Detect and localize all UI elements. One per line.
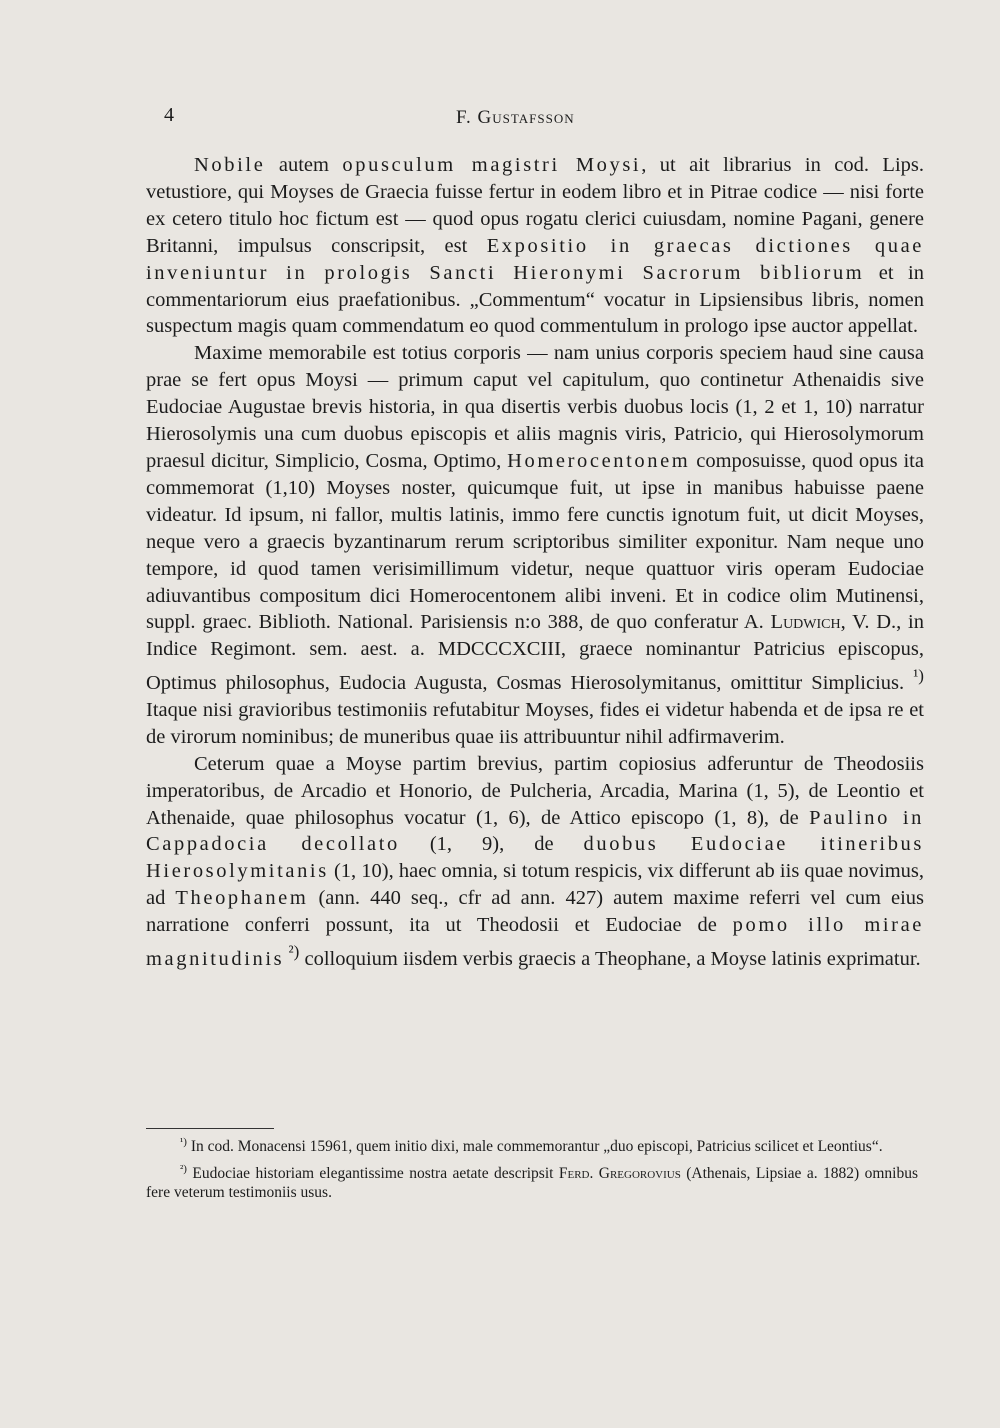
p1-span-6: et in commentariorum eius praefationibus. „Commentum“ vocatur in Lipsiensibus libris, nomen suspectum magis quam commendatum eo quod commentulum in prologo ipse auctor appellat. <box>146 261 924 338</box>
footnote-divider <box>146 1128 274 1129</box>
p2-span-1: Maxime memorabile est totius corporis — nam unius corporis speciem haud sine causa prae se fert opus Moysi — primum caput vel capitulum, quo continetur Athenaidis sive Eudociae Augustae brevis historia, in qua disertis verbis duobus locis (1, 2 et 1, 10) narratur Hierosolymis una cum duobus episcopis et aliis magnis viris, Patricio, qui Hierosolymorum praesul dicitur, Simplicio, Cosma, Optimo, <box>146 342 924 472</box>
p2-span-4: Ludwich <box>770 611 841 634</box>
paragraph-3 <box>146 751 924 973</box>
p2-span-3: composuisse, quod opus ita commemorat (1,10) Moyses noster, quicumque fuit, ut ipse in manibus habuisse paene videatur. Id ipsum, ni fallor, multis latinis, immo fere cunctis ignotum fuit, ut dicit Moyses, neque vero a graecis byzantinarum rerum scriptoribus similiter exponitur. Nam neque uno tempore, id quod tamen verisimillimum videtur, neque quattuor viris operam Eudociae adiuvantibus compositum dici Homerocentonem alibi inveni. Et in codice olim Mutinensi, suppl. graec. Biblioth. National. Parisiensis n:o 388, de quo conferatur A. <box>146 449 924 634</box>
p1-span-1: Nobile <box>194 154 266 176</box>
p3-span-7: (ann. 440 seq., cfr ad ann. 427) autem maxime referri vel cum eius narratione conferri possunt, ita ut Theodosii et Eudociae de <box>146 887 924 937</box>
p3-span-4: duobus Eudociae itineribus Hierosolymitanis <box>146 833 924 883</box>
footnote-2-text-c: (Athenais, Lipsiae a. 1882) omnibus fere veterum testimoniis usus. <box>146 1165 918 1202</box>
footnote-2-text-a: Eudociae historiam elegantissime nostra aetate descripsit <box>186 1165 559 1183</box>
footnote-ref-2: ²) <box>284 942 300 962</box>
p2-span-2: Homerocentonem <box>507 449 691 472</box>
p3-span-10: colloquium iisdem verbis graecis a Theophane, a Moyse latinis exprimatur. <box>299 947 921 970</box>
p1-span-4: , ut ait librarius in cod. Lips. vetustiore, qui Moyses de Graecia fuisse fertur in eodem libro et in Pitrae codice — nisi forte ex cetero titulo hoc fictum est — quod opus rogatu clerici cuiusdam, nomine Pagani, genere Britanni, impulsus conscripsit, est <box>146 154 924 257</box>
p3-span-6: Theophanem <box>175 887 309 910</box>
p3-span-5: (1, 10), haec omnia, si totum respicis, vix differunt ab iis quae novimus, ad <box>146 860 924 910</box>
footnote-1-text: In cod. Monacensi 15961, quem initio dixi, male commemorantur „duo episcopi, Patricius scilicet et Leontius“. <box>186 1138 883 1156</box>
running-head-author: F. Gustafsson <box>456 107 575 128</box>
p2-span-7: Itaque nisi gravioribus testimoniis refutabitur Moyses, fides ei videtur habenda et de ipsa re et de virorum nominibus; de muneribus quae iis attribuuntur nihil adfirmaverim. <box>146 698 924 748</box>
footnote-1-mark: ¹) <box>180 1136 187 1148</box>
main-text <box>146 152 924 973</box>
p3-span-3: (1, 9), de <box>399 833 584 856</box>
footnote-1 <box>146 1133 918 1156</box>
p3-span-2: Paulino in Cappadocia decollato <box>146 806 924 856</box>
p2-span-5: , V. D., in Indice Regimont. sem. aest. a. MDCCCXCIII, graece nominantur Patricius episcopus, Optimus philosophus, Eudocia Augusta, Cosmas Hierosolymitanus, omittitur Simplicius. <box>146 611 925 695</box>
paragraph-1 <box>146 152 924 340</box>
footnote-2-mark: ²) <box>180 1163 187 1176</box>
p1-span-3: opusculum magistri Moysi <box>342 154 642 176</box>
p1-span-5: Expositio in graecas dictiones quae inveniuntur in prologis Sancti Hieronymi Sacrorum bibliorum <box>146 234 924 284</box>
p1-span-2: autem <box>265 154 343 176</box>
footnote-ref-1: ¹) <box>913 666 924 686</box>
footnote-2 <box>146 1160 918 1202</box>
footnote-2-author: Ferd. Gregorovius <box>558 1165 681 1183</box>
p3-span-1: Ceterum quae a Moyse partim brevius, partim copiosius adferuntur de Theodosiis imperatoribus, de Arcadio et Honorio, de Pulcheria, Arcadia, Marina (1, 5), de Leontio et Athenaide, quae philosophus vocatur (1, 6), de Attico episcopo (1, 8), de <box>146 752 924 829</box>
footnotes <box>146 1133 918 1206</box>
page-number: 4 <box>164 104 174 126</box>
p3-span-8: pomo illo mirae magnitudinis <box>146 914 924 970</box>
paragraph-2 <box>146 340 924 750</box>
